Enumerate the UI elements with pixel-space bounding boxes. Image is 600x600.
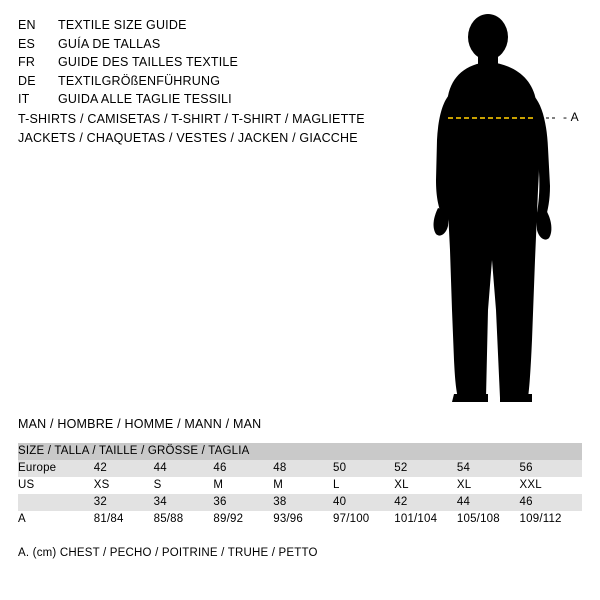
cell: 46 [520, 494, 582, 511]
cell: XXL [520, 477, 582, 494]
table-row [18, 494, 582, 511]
size-table [18, 443, 582, 528]
cell: 97/100 [333, 511, 394, 528]
language-text: GUÍA DE TALLAS [58, 36, 161, 51]
language-list [18, 16, 378, 109]
language-text: TEXTILGRÖßENFÜHRUNG [58, 73, 221, 88]
row-label: A [18, 511, 94, 528]
cell: 44 [154, 460, 214, 477]
table-header-label: SIZE / TALLA / TAILLE / GRÖSSE / TAGLIA [18, 443, 582, 460]
cell: 81/84 [94, 511, 154, 528]
cell: 34 [154, 494, 214, 511]
cell: 42 [94, 460, 154, 477]
table-row [18, 460, 582, 477]
language-text: GUIDA ALLE TAGLIE TESSILI [58, 92, 232, 106]
language-row [18, 90, 378, 109]
cell: XL [394, 477, 457, 494]
cell: 42 [394, 494, 457, 511]
language-row [18, 72, 378, 91]
table-row [18, 511, 582, 528]
cell: 44 [457, 494, 520, 511]
language-code: DE [18, 73, 36, 88]
cell: 32 [94, 494, 154, 511]
cell: M [273, 477, 333, 494]
cell: 48 [273, 460, 333, 477]
cell: M [213, 477, 273, 494]
language-code: FR [18, 55, 36, 69]
cell: 54 [457, 460, 520, 477]
cell: 52 [394, 460, 457, 477]
language-code: ES [18, 36, 36, 51]
cell: 101/104 [394, 511, 457, 528]
cell: 38 [273, 494, 333, 511]
language-row [18, 53, 378, 72]
cell: 93/96 [273, 511, 333, 528]
cell: 109/112 [520, 511, 582, 528]
row-label: Europe [18, 460, 94, 477]
category-list [18, 110, 418, 148]
cell: 85/88 [154, 511, 214, 528]
category-jackets: JACKETS / CHAQUETAS / VESTES / JACKEN / GIACCHE [18, 131, 358, 145]
cell: 56 [520, 460, 582, 477]
cell: XL [457, 477, 520, 494]
language-code: IT [18, 92, 30, 106]
language-code: EN [18, 18, 36, 32]
figure-illustration [400, 10, 600, 410]
language-text: TEXTILE SIZE GUIDE [58, 18, 187, 32]
cell: S [154, 477, 214, 494]
cell: XS [94, 477, 154, 494]
language-row [18, 35, 378, 54]
man-silhouette-icon [400, 10, 600, 410]
callout-label-a: - A [563, 110, 580, 124]
cell: 36 [213, 494, 273, 511]
row-label: US [18, 477, 94, 494]
language-row [18, 16, 378, 35]
table-header-row [18, 443, 582, 460]
table-footnote: A. (cm) CHEST / PECHO / POITRINE / TRUHE / PETTO [18, 547, 318, 559]
category-tshirts: T-SHIRTS / CAMISETAS / T-SHIRT / T-SHIRT / MAGLIETTE [18, 112, 365, 126]
language-text: GUIDE DES TAILLES TEXTILE [58, 55, 239, 69]
cell: 46 [213, 460, 273, 477]
row-label [18, 494, 94, 511]
cell: 89/92 [213, 511, 273, 528]
table-row [18, 477, 582, 494]
cell: 40 [333, 494, 394, 511]
cell: 50 [333, 460, 394, 477]
cell: 105/108 [457, 511, 520, 528]
cell: L [333, 477, 394, 494]
table-title: MAN / HOMBRE / HOMME / MANN / MAN [18, 417, 262, 431]
